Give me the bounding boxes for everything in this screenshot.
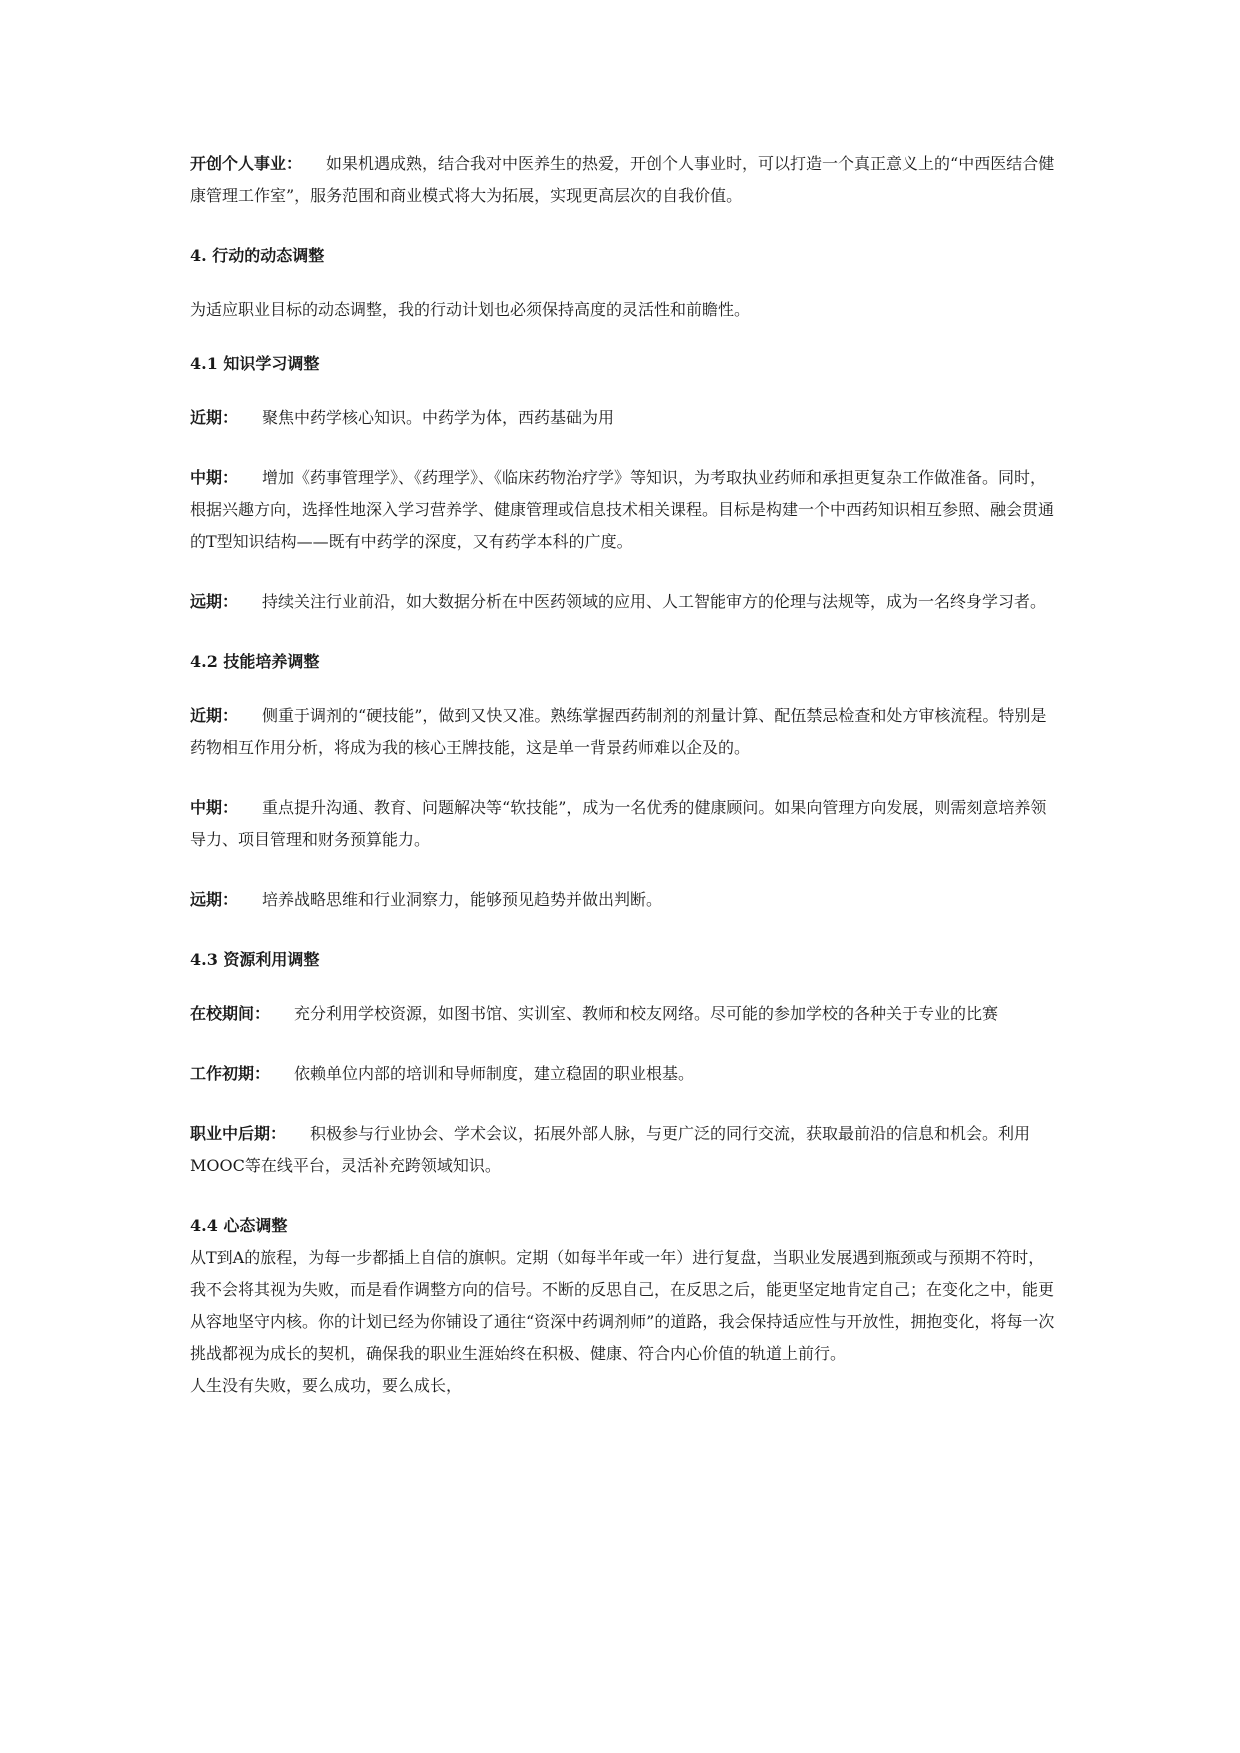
entry-label: 中期： [190, 468, 239, 487]
section-4-4-heading: 4.4 心态调整 [190, 1216, 288, 1235]
entry-label: 工作初期： [190, 1064, 271, 1083]
entry-knowledge-far [190, 586, 1060, 618]
closing-line: 人生没有失败，要么成功，要么成长， [190, 1376, 463, 1395]
entry-label: 远期： [190, 592, 239, 611]
entry-label: 近期： [190, 408, 239, 427]
entry-text: 积极参与行业协会、学术会议，拓展外部人脉，与更广泛的同行交流，获取最前沿的信息和机会。利用MOOC等在线平台，灵活补充跨领域知识。 [190, 1124, 1031, 1175]
entry-label: 职业中后期： [190, 1124, 287, 1143]
entry-resource-late-career [190, 1118, 1060, 1182]
entry-label: 近期： [190, 706, 239, 725]
entry-text: 充分利用学校资源，如图书馆、实训室、教师和校友网络。尽可能的参加学校的各种关于专业的比赛 [294, 1004, 999, 1023]
document-page [190, 148, 1060, 1402]
entry-text: 持续关注行业前沿，如大数据分析在中医药领域的应用、人工智能审方的伦理与法规等，成为一名终身学习者。 [262, 592, 1047, 611]
section-4-heading: 4. 行动的动态调整 [190, 246, 325, 265]
entry-label: 开创个人事业： [190, 154, 303, 173]
entry-text: 培养战略思维和行业洞察力，能够预见趋势并做出判断。 [262, 890, 663, 909]
entry-skill-near [190, 700, 1060, 764]
entry-text: 侧重于调剂的“硬技能”，做到又快又准。熟练掌握西药制剂的剂量计算、配伍禁忌检查和处方审核流程。特别是药物相互作用分析，将成为我的核心王牌技能，这是单一背景药师难以企及的。 [190, 706, 1047, 757]
entry-resource-early-career [190, 1058, 1060, 1090]
entry-text: 增加《药事管理学》、《药理学》、《临床药物治疗学》等知识，为考取执业药师和承担更复杂工作做准备。同时，根据兴趣方向，选择性地深入学习营养学、健康管理或信息技术相关课程。目标是构建一个中西药知识相互参照、融会贯通的T型知识结构——既有中药学的深度，又有药学本科的广度。 [190, 468, 1055, 551]
entry-label: 远期： [190, 890, 239, 909]
section-4-1-heading: 4.1 知识学习调整 [190, 354, 320, 373]
entry-knowledge-near [190, 402, 1060, 434]
entry-text: 依赖单位内部的培训和导师制度，建立稳固的职业根基。 [294, 1064, 695, 1083]
entry-text: 聚焦中药学核心知识。中药学为体，西药基础为用 [262, 408, 615, 427]
entry-knowledge-mid [190, 462, 1060, 558]
entry-personal-business [190, 148, 1060, 212]
section-4-3-heading: 4.3 资源利用调整 [190, 950, 320, 969]
entry-resource-school [190, 998, 1060, 1030]
entry-label: 中期： [190, 798, 239, 817]
entry-text: 重点提升沟通、教育、问题解决等“软技能”，成为一名优秀的健康顾问。如果向管理方向发展，则需刻意培养领导力、项目管理和财务预算能力。 [190, 798, 1047, 849]
section-4-2-heading: 4.2 技能培养调整 [190, 652, 320, 671]
entry-text: 如果机遇成熟，结合我对中医养生的热爱，开创个人事业时，可以打造一个真正意义上的“中西医结合健康管理工作室”，服务范围和商业模式将大为拓展，实现更高层次的自我价值。 [190, 154, 1055, 205]
entry-label: 在校期间： [190, 1004, 271, 1023]
entry-skill-far [190, 884, 1060, 916]
section-4-4-body: 从T到A的旅程，为每一步都插上自信的旗帜。定期（如每半年或一年）进行复盘，当职业发展遇到瓶颈或与预期不符时，我不会将其视为失败，而是看作调整方向的信号。不断的反思自己，在反思之后，能更坚定地肯定自己；在变化之中，能更从容地坚守内核。你的计划已经为你铺设了通往“资深中药调剂师”的道路，我会保持适应性与开放性，拥抱变化，将每一次挑战都视为成长的契机，确保我的职业生涯始终在积极、健康、符合内心价值的轨道上前行。 [190, 1248, 1055, 1363]
section-4-intro: 为适应职业目标的动态调整，我的行动计划也必须保持高度的灵活性和前瞻性。 [190, 300, 751, 319]
entry-skill-mid [190, 792, 1060, 856]
